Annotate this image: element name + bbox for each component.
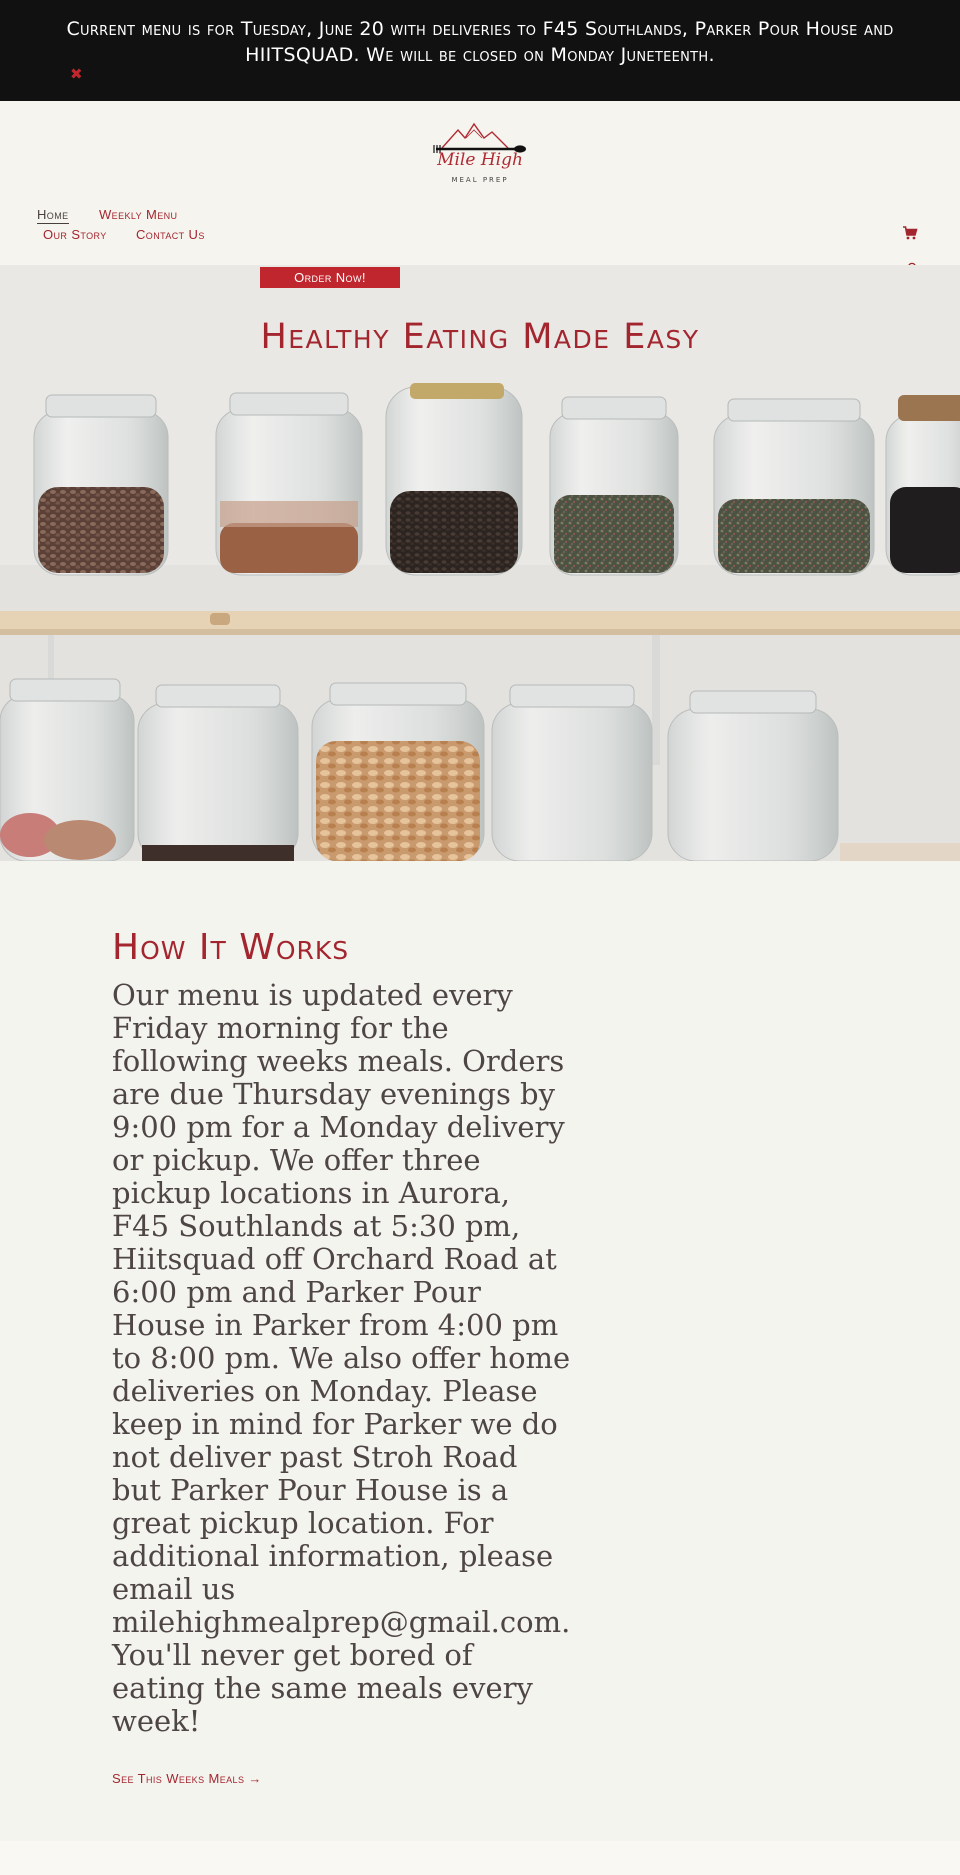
- order-now-button[interactable]: Order Now!: [260, 267, 400, 288]
- hero-title: Healthy Eating Made Easy: [260, 317, 700, 357]
- logo[interactable]: [432, 122, 528, 194]
- nav-weekly-menu[interactable]: Weekly Menu: [99, 207, 178, 222]
- nav-our-story[interactable]: Our Story: [43, 227, 107, 242]
- how-it-works-section: [0, 861, 960, 1841]
- logo-script-text: Mile High: [437, 150, 523, 170]
- site-header: [0, 101, 960, 265]
- cart-icon[interactable]: [902, 225, 918, 241]
- how-it-works-body: Our menu is updated every Friday morning for the following weeks meals. Orders are due Thursday evenings by 9:00 pm for a Monday delivery or pickup. We offer three pickup locations in Aurora, F45 Southlands at 5:30 pm, Hiitsquad off Orchard Road at 6:00 pm and Parker Pour House in Parker from 4:00 pm to 8:00 pm. We also offer home deliveries on Monday. Please keep in mind for Parker we do not deliver past Stroh Road but Parker Pour House is a great pickup location. For additional information, please email us milehighmealprep@gmail.com. You'll never get bored of eating the same meals every week!: [112, 978, 571, 1738]
- logo-sub-text: MEAL PREP: [451, 176, 509, 184]
- nav-home[interactable]: Home: [37, 207, 69, 222]
- hero-banner: [0, 265, 960, 861]
- nav-contact-us[interactable]: Contact Us: [136, 227, 205, 242]
- how-it-works-title: How It Works: [112, 927, 350, 968]
- close-icon[interactable]: ✖: [70, 65, 83, 83]
- footer-strip: [0, 1841, 960, 1875]
- announcement-bar: [0, 0, 960, 101]
- announcement-text: Current menu is for Tuesday, June 20 with deliveries to F45 Southlands, Parker Pour House and HIITSQUAD. We will be closed on Monday Juneteenth.: [66, 18, 894, 66]
- see-weekly-meals-link[interactable]: See This Weeks Meals →: [112, 1771, 262, 1786]
